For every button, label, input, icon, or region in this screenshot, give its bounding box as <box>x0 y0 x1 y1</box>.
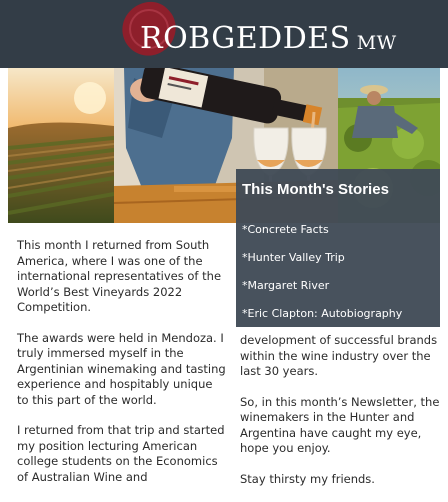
article-paragraph: The awards were held in Mendoza. I truly immersed myself in the Argentinian winemaking and tasting experience and hospitably unique to this part of the world. <box>17 330 226 407</box>
story-link-hunter-valley-trip[interactable]: *Hunter Valley Trip <box>242 251 345 264</box>
logo-suffix-text: MW <box>356 32 397 54</box>
article-paragraph: This month I returned from South America, where I was one of the international representatives of the World’s Best Vineyards 2022 Competition. <box>17 238 222 314</box>
article-paragraph: I returned from that trip and started my position lecturing American college students on the Economics of Australian Wine and <box>17 423 225 484</box>
story-link-eric-clapton[interactable]: *Eric Clapton: Autobiography <box>242 307 403 320</box>
article-left-column <box>17 238 227 500</box>
article-right-column <box>240 333 442 502</box>
vineyard-sunset-image <box>8 68 114 223</box>
stories-panel <box>236 169 440 327</box>
article-paragraph: So, in this month’s Newsletter, the winemakers in the Hunter and Argentina have caught my eye, hope you enjoy. <box>240 394 440 455</box>
stories-title: This Month's Stories <box>242 181 389 198</box>
article-paragraph: development of successful brands within the wine industry over the last 30 years. <box>240 333 438 378</box>
story-link-margaret-river[interactable]: *Margaret River <box>242 279 330 292</box>
logo-wordmark <box>140 8 397 54</box>
header-bar <box>0 0 448 68</box>
article-paragraph: Stay thirsty my friends. <box>240 471 375 486</box>
logo[interactable] <box>120 0 397 62</box>
story-link-concrete-facts[interactable]: *Concrete Facts <box>242 223 329 236</box>
logo-main-text: ROBGEDDES <box>140 21 351 56</box>
